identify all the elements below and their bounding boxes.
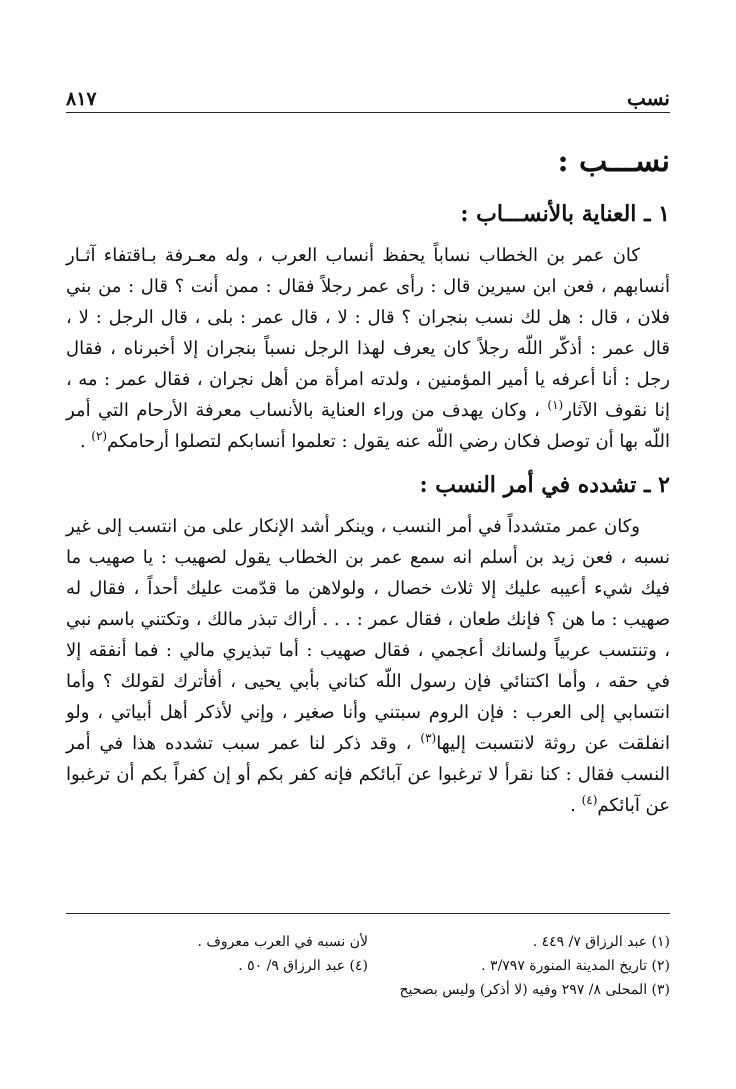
subheading-strictness: ٢ ـ تشدده في أمر النسب : bbox=[419, 472, 670, 498]
footnotes bbox=[66, 930, 670, 1002]
main-content bbox=[66, 140, 670, 829]
footnote-4: (٤) عبد الرزاق ٩/ ٥٠ . bbox=[238, 958, 368, 974]
footnote-divider bbox=[66, 913, 670, 914]
footnote-3: (٣) المحلى ٨/ ٢٩٧ وفيه (لا أذكر) وليس بصحيح bbox=[399, 982, 670, 998]
footnote-1: (١) عبد الرزاق ٧/ ٤٤٩ . bbox=[532, 934, 670, 950]
footnote-ref: (٣) bbox=[420, 731, 437, 745]
paragraph-text: . bbox=[79, 431, 92, 452]
footnote-2: (٢) تاريخ المدينة المنورة ٣/٧٩٧ . bbox=[481, 958, 670, 974]
paragraph-strictness bbox=[66, 511, 670, 821]
footnote-ref: (١) bbox=[547, 398, 564, 412]
paragraph-text: ، وقد ذكر لنا عمر سبب تشدده هذا في أمر النسب فقال : كنا نقرأ لا ترغبوا عن آبائكم فإنه كفر بكم أو إن كفراً بكم أن ترغبوا عن آبائكم bbox=[66, 733, 670, 816]
running-head bbox=[66, 82, 670, 113]
paragraph-genealogy-care bbox=[66, 240, 670, 457]
page-number: ٨١٧ bbox=[66, 88, 97, 110]
paragraph-text: وكان عمر متشدداً في أمر النسب ، وينكر أشد الإنكار على من انتسب إلى غير نسبه ، فعن زيد بن أسلم انه سمع عمر بن الخطاب يقول لصهيب : يا صهيب ما فيك شيء أعيبه عليك إلا ثلاث خصال ، ولولاهن ما قدّمت عليك أحداً ، فقال له صهيب : ما هن ؟ فإنك طعان ، فقال عمر : . . . أراك تبذر مالك ، وتكتني باسم نبي ، وتنتسب عربياً ولسانك أعجمي ، فقال صهيب : أما تبذيري مالي : فما أنفقه إلا في حقه ، وأما اكتنائي فإن رسول اللّه كناني بأبي يحيى ، أفأترك لقولك ؟ وأما انتسابي إلى العرب : فإن الروم سبتني وأنا صغير ، وإني لأذكر أهل أبياتي ، ولو انفلقت عن روثة لانتسبت إليها bbox=[66, 516, 670, 754]
footnote-ref: (٢) bbox=[91, 429, 108, 443]
paragraph-text: ، وكان يهدف من وراء العناية بالأنساب معرفة الأرحام التي أمر اللّه بها أن توصل فكان رضي اللّه عنه يقول : تعلموا أنسابكم لتصلوا أرحامكم bbox=[66, 400, 670, 452]
footnote-ref: (٤) bbox=[581, 793, 598, 807]
footnote-1-continuation: لأن نسبه في العرب معروف . bbox=[197, 934, 368, 950]
paragraph-text: كان عمر بن الخطاب نساباً يحفظ أنساب العرب ، وله معـرفة بـاقتفاء آثـار أنسابهم ، فعن ابن سيرين قال : رأى عمر رجلاً فقال : ممن أنت ؟ قال : من بني فلان ، قال : هل لك نسب بنجران ؟ قال : لا ، قال عمر : بلى ، قال الرجل : لا ، قال عمر : أذكّر اللّه رجلاً كان يعرف لهذا الرجل نسباً بنجران إلا أخبرناه ، فقال رجل : أنا أعرفه يا أمير المؤمنين ، ولدته امرأة من أهل نجران ، فقال عمر : مه ، إنا نقوف الآثار bbox=[66, 245, 670, 421]
paragraph-text: . bbox=[570, 795, 582, 816]
footnote-row bbox=[66, 954, 670, 978]
footnote-row bbox=[66, 930, 670, 954]
subheading-genealogy-care: ١ ـ العناية بالأنســـاب : bbox=[460, 201, 670, 227]
section-title: نســـب : bbox=[557, 144, 670, 179]
header-title: نسب bbox=[626, 86, 670, 110]
